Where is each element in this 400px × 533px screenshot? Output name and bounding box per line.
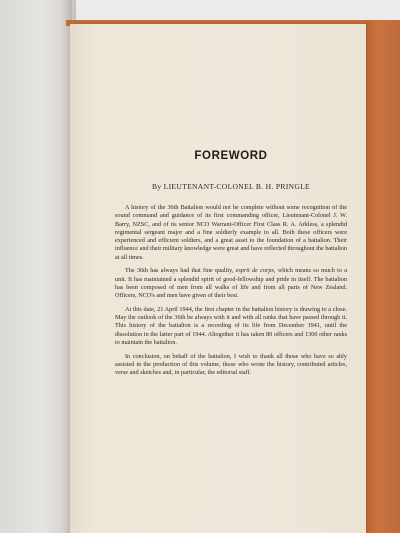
paragraph-2-start: The 36th has always had that fine quality, xyxy=(125,267,236,275)
paragraph-3: At this date, 21 April 1944, the first chapter in the battalion history is drawing to a close. May the outlook of the 36th be always with it and with all ranks that have passed through it. This history of the battalion is a recording of its life from December 1941, until the dissolution in the latter part of 1944. Altogether it has taken 80 officers and 1300 other ranks to maintain the battalion. xyxy=(115,305,347,346)
page-title: FOREWORD xyxy=(194,150,268,162)
byline: By LIEUTENANT-COLONEL B. H. PRINGLE xyxy=(151,182,310,191)
book-cover xyxy=(364,20,400,533)
paragraph-2-end: which means so much to a unit. It has maintained a splendid spirit of good-fellowship and pride in itself. The battalion has been composed of men from all walks of life and from all parts of New Zealand. Officers, NCO's and men have given of their best. xyxy=(115,267,347,299)
foreword-page xyxy=(70,24,366,533)
paragraph-2-italic: esprit de corps, xyxy=(235,267,276,275)
paragraph-4: In conclusion, on behalf of the battalion, I wish to thank all those who have so ably assisted in the production of this volume, those who wrote the history, contributed articles, verse and sketches and, in particular, the editorial staff. xyxy=(115,352,347,376)
page-content xyxy=(115,150,347,383)
paragraph-1: A history of the 36th Battalion would not be complete without some recognition of the sound command and guidance of its first commanding officer, Lieutenant-Colonel J. W. Barry, NZSC, and of its senior NCO Warrant-Officer First Class R. A. Arkless, a splendid regimental sergeant major and a fine soldierly example to all. Both these officers were experienced and efficient soldiers, and a great asset to the foundation of a battalion. Their influence and their military knowledge were great and have reflected throughout the battalion at all times. xyxy=(115,204,347,261)
paragraph-2 xyxy=(115,267,347,300)
